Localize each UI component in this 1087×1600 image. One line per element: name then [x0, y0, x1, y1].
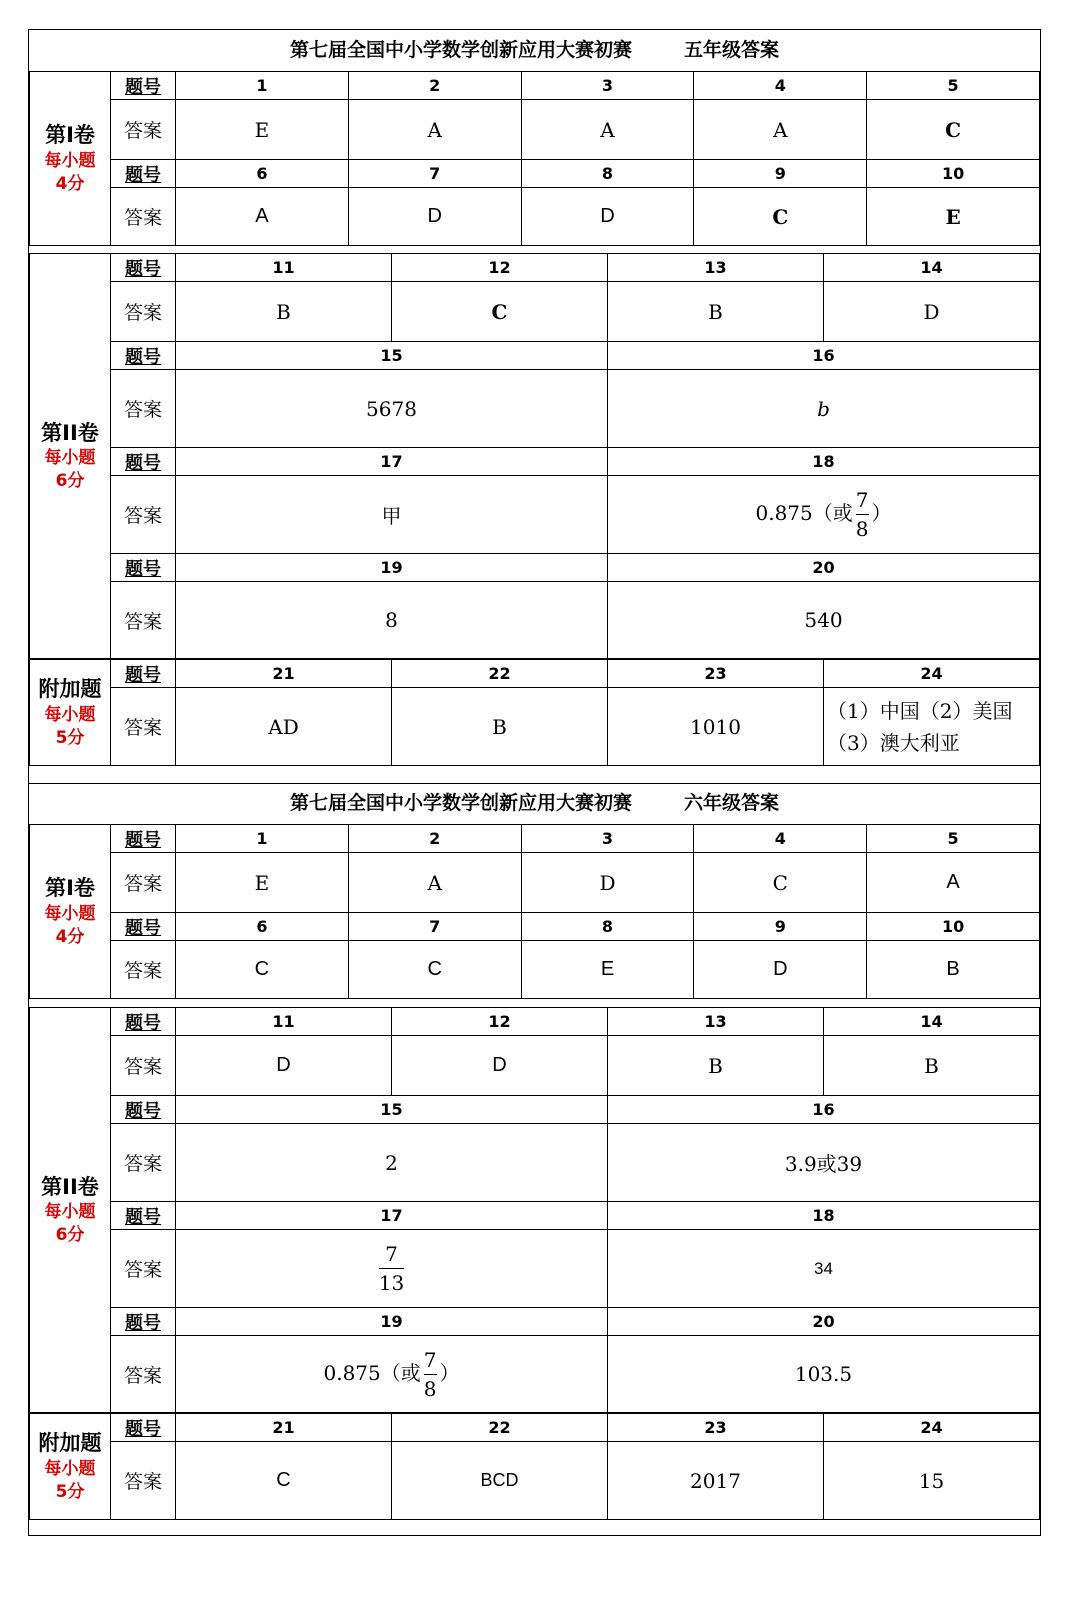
q-num: 9 [694, 913, 867, 941]
answer-label: 答案 [111, 100, 176, 160]
q-num: 2 [348, 72, 521, 100]
answer-cell: 2017 [608, 1442, 824, 1520]
q-num: 8 [521, 913, 694, 941]
section-name: 附加题 [38, 677, 102, 702]
answer-cell: D [348, 188, 521, 246]
q-num: 18 [608, 1202, 1040, 1230]
answer-cell: E [867, 188, 1040, 246]
answer-label: 答案 [111, 1230, 176, 1308]
answer-label: 答案 [111, 282, 176, 342]
answer-label: 答案 [111, 1336, 176, 1413]
q-num: 19 [176, 554, 608, 582]
grade6-part2-table [29, 1007, 1040, 1413]
answer-cell: B [824, 1036, 1040, 1096]
grade6-part3-table [29, 1413, 1040, 1520]
q-num: 18 [608, 448, 1040, 476]
question-number-label: 题号 [111, 72, 176, 100]
question-number-label: 题号 [111, 825, 176, 853]
close-paren: ） [871, 501, 892, 525]
numerator: 7 [385, 1242, 398, 1266]
fraction [856, 490, 869, 539]
q-num: 24 [824, 1414, 1040, 1442]
question-number-label: 题号 [111, 913, 176, 941]
answer-cell: B [608, 282, 824, 342]
section-score: 5分 [55, 1481, 85, 1502]
contest-title: 第七届全国中小学数学创新应用大赛初赛 [289, 39, 632, 61]
answer-cell: D [694, 941, 867, 999]
question-number-label: 题号 [111, 342, 176, 370]
q-num: 6 [176, 913, 349, 941]
q-num: 21 [176, 1414, 392, 1442]
section-label [30, 825, 111, 999]
grade6-title [29, 783, 1040, 825]
q-num: 1 [176, 825, 349, 853]
q-num: 14 [824, 1008, 1040, 1036]
answer-cell: E [521, 941, 694, 999]
q-num: 23 [608, 1414, 824, 1442]
grade5-part1-table [29, 71, 1040, 246]
close-paren: ） [439, 1360, 460, 1385]
denominator: 13 [379, 1268, 404, 1293]
answer-cell: 15 [824, 1442, 1040, 1520]
answer-label: 答案 [111, 476, 176, 554]
question-number-label: 题号 [111, 1308, 176, 1336]
answer-cell: 8 [176, 582, 608, 659]
grade-label: 六年级答案 [684, 792, 780, 814]
answer-cell: D [392, 1036, 608, 1096]
answer-label: 答案 [111, 853, 176, 913]
answer-cell: C [392, 282, 608, 342]
contest-title: 第七届全国中小学数学创新应用大赛初赛 [289, 792, 632, 814]
answer-label: 答案 [111, 688, 176, 766]
q-num: 8 [521, 160, 694, 188]
answer-cell: 1010 [608, 688, 824, 766]
answer-text: 0.875（或 [323, 1360, 421, 1385]
section-per: 每小题 [44, 704, 96, 725]
q-num: 17 [176, 448, 608, 476]
q-num: 9 [694, 160, 867, 188]
answer-cell: A [694, 100, 867, 160]
q-num: 10 [867, 913, 1040, 941]
answer-text: 0.875（或 [755, 501, 853, 525]
answer-cell: E [176, 100, 349, 160]
q-num: 24 [824, 660, 1040, 688]
section-label [30, 1414, 111, 1520]
answer-cell: （1）中国（2）美国（3）澳大利亚 [824, 688, 1040, 766]
q-num: 5 [867, 72, 1040, 100]
q-num: 22 [392, 660, 608, 688]
q-num: 5 [867, 825, 1040, 853]
answer-label: 答案 [111, 941, 176, 999]
answer-cell: B [176, 282, 392, 342]
answer-cell: D [521, 853, 694, 913]
section-per: 每小题 [44, 150, 96, 171]
section-per: 每小题 [44, 448, 96, 469]
answer-cell: C [176, 941, 349, 999]
answer-cell: D [824, 282, 1040, 342]
q-num: 19 [176, 1308, 608, 1336]
answer-cell: B [867, 941, 1040, 999]
answer-cell: 34 [608, 1230, 1040, 1308]
denominator: 8 [424, 1374, 437, 1399]
section-name: 第ⅠⅠ卷 [41, 1174, 99, 1199]
question-number-label: 题号 [111, 1414, 176, 1442]
answer-cell: 3.9或39 [608, 1124, 1040, 1202]
q-num: 16 [608, 1096, 1040, 1124]
question-number-label: 题号 [111, 160, 176, 188]
q-num: 4 [694, 72, 867, 100]
answer-cell: C [694, 188, 867, 246]
q-num: 11 [176, 254, 392, 282]
answer-cell: D [176, 1036, 392, 1096]
answer-cell: C [694, 853, 867, 913]
answer-cell: A [521, 100, 694, 160]
q-num: 20 [608, 554, 1040, 582]
section-name: 第ⅠⅠ卷 [41, 420, 99, 445]
fraction [423, 1347, 437, 1401]
grade5-part2-table [29, 253, 1040, 659]
section-label [30, 254, 111, 659]
section-score: 5分 [55, 727, 85, 748]
answer-cell-fraction [608, 476, 1040, 554]
q-num: 15 [176, 1096, 608, 1124]
q-num: 20 [608, 1308, 1040, 1336]
q-num: 10 [867, 160, 1040, 188]
answer-cell: A [348, 100, 521, 160]
q-num: 16 [608, 342, 1040, 370]
answer-cell: C [176, 1442, 392, 1520]
section-label [30, 72, 111, 246]
section-label [30, 660, 111, 766]
section-name: 附加题 [38, 1431, 102, 1456]
section-score: 4分 [55, 926, 85, 947]
section-score: 4分 [55, 173, 85, 194]
q-num: 17 [176, 1202, 608, 1230]
question-number-label: 题号 [111, 448, 176, 476]
answer-label: 答案 [111, 1442, 176, 1520]
section-per: 每小题 [44, 903, 96, 924]
section-score: 6分 [55, 1225, 85, 1246]
answer-label: 答案 [111, 370, 176, 448]
section-name: 第Ⅰ卷 [45, 123, 95, 148]
answer-cell: A [176, 188, 349, 246]
grade5-part3-table [29, 659, 1040, 766]
fraction [379, 1244, 404, 1293]
answer-cell: A [867, 853, 1040, 913]
grade-label: 五年级答案 [684, 39, 780, 61]
answer-cell: D [521, 188, 694, 246]
answer-cell-fraction [176, 1336, 608, 1413]
q-num: 6 [176, 160, 349, 188]
answer-label: 答案 [111, 188, 176, 246]
answer-cell: b [608, 370, 1040, 448]
question-number-label: 题号 [111, 1202, 176, 1230]
answer-cell-fraction [176, 1230, 608, 1308]
question-number-label: 题号 [111, 1008, 176, 1036]
question-number-label: 题号 [111, 660, 176, 688]
answer-cell: B [608, 1036, 824, 1096]
numerator: 7 [423, 1347, 437, 1372]
q-num: 2 [348, 825, 521, 853]
q-num: 12 [392, 1008, 608, 1036]
answer-cell: 2 [176, 1124, 608, 1202]
q-num: 15 [176, 342, 608, 370]
answer-sheet [28, 29, 1041, 1536]
q-num: 3 [521, 825, 694, 853]
answer-cell: 甲 [176, 476, 608, 554]
q-num: 21 [176, 660, 392, 688]
q-num: 3 [521, 72, 694, 100]
grade6-part1-table [29, 824, 1040, 999]
answer-label: 答案 [111, 582, 176, 659]
answer-label: 答案 [111, 1124, 176, 1202]
grade5-title [29, 30, 1040, 72]
answer-label: 答案 [111, 1036, 176, 1096]
section-per: 每小题 [44, 1202, 96, 1223]
q-num: 4 [694, 825, 867, 853]
q-num: 13 [608, 254, 824, 282]
answer-cell: C [867, 100, 1040, 160]
spacer [29, 766, 1040, 784]
answer-cell: A [348, 853, 521, 913]
denominator: 8 [856, 514, 869, 539]
q-num: 12 [392, 254, 608, 282]
answer-cell: 5678 [176, 370, 608, 448]
answer-cell: 103.5 [608, 1336, 1040, 1413]
section-name: 第Ⅰ卷 [45, 876, 95, 901]
numerator: 7 [855, 488, 869, 512]
answer-cell: AD [176, 688, 392, 766]
section-label [30, 1008, 111, 1413]
q-num: 7 [348, 913, 521, 941]
question-number-label: 题号 [111, 254, 176, 282]
q-num: 13 [608, 1008, 824, 1036]
question-number-label: 题号 [111, 554, 176, 582]
q-num: 11 [176, 1008, 392, 1036]
answer-cell: 540 [608, 582, 1040, 659]
q-num: 22 [392, 1414, 608, 1442]
answer-cell: B [392, 688, 608, 766]
q-num: 7 [348, 160, 521, 188]
q-num: 23 [608, 660, 824, 688]
section-per: 每小题 [44, 1458, 96, 1479]
q-num: 14 [824, 254, 1040, 282]
answer-cell: E [176, 853, 349, 913]
section-score: 6分 [55, 471, 85, 492]
answer-cell: BCD [392, 1442, 608, 1520]
answer-cell: C [348, 941, 521, 999]
question-number-label: 题号 [111, 1096, 176, 1124]
q-num: 1 [176, 72, 349, 100]
